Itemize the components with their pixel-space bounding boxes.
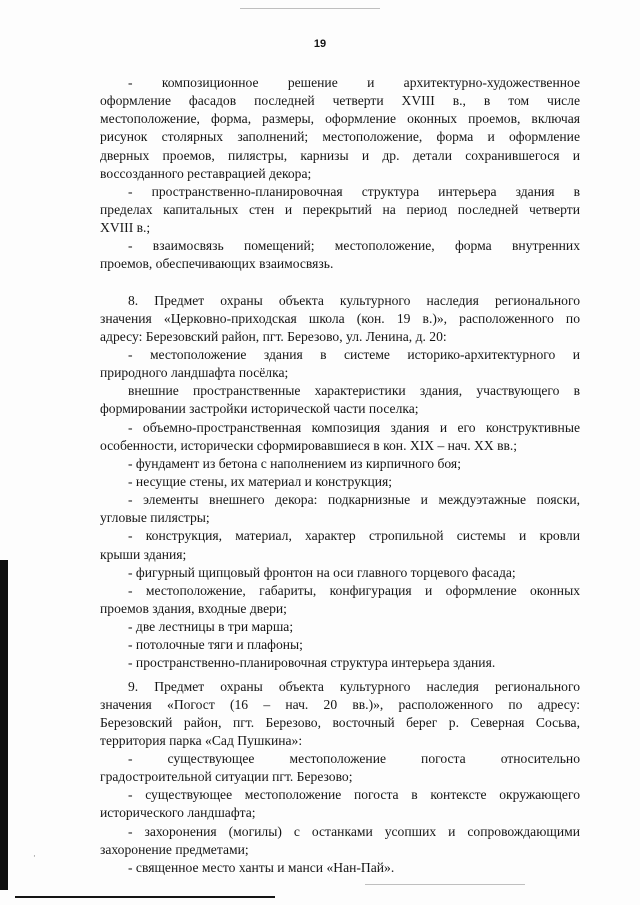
- paragraph-spacer: [100, 274, 580, 292]
- scan-noise-top: [240, 8, 380, 9]
- text-line: - две лестницы в три марша;: [128, 619, 294, 635]
- text-line: XVIII в.;: [100, 220, 151, 236]
- scan-edge-bar-left: [0, 560, 8, 890]
- text-line: 8. Предмет охраны объекта культурного наследия регионального: [128, 292, 580, 308]
- text-line: - местоположение здания в системе историко-архитектурного и: [128, 346, 580, 362]
- text-line: - композиционное решение и архитектурно-художественное: [128, 75, 580, 90]
- text-line: захоронение предметами;: [100, 841, 249, 857]
- text-line: крыши здания;: [100, 546, 187, 562]
- text-line: - потолочные тяги и плафоны;: [128, 637, 303, 653]
- text-line: - фундамент из бетона с наполнением из кирпичного боя;: [128, 455, 461, 471]
- page-number: 19: [313, 38, 327, 50]
- text-line: 9. Предмет охраны объекта культурного наследия регионального: [128, 678, 580, 694]
- text-line: оформление фасадов последней четверти XVIII в., в том числе: [100, 93, 580, 109]
- text-line: проемов здания, входные двери;: [100, 600, 287, 616]
- document-body: [100, 74, 580, 877]
- scan-noise-bottom: [365, 884, 525, 885]
- text-line: - несущие стены, их материал и конструкция;: [128, 473, 393, 489]
- text-line: - взаимосвязь помещений; местоположение, форма внутренних: [128, 238, 580, 254]
- text-line: - существующее местоположение погоста в контексте окружающего: [128, 787, 580, 803]
- text-line: - элементы внешнего декора: подкарнизные и междуэтажные пояски,: [128, 492, 580, 508]
- text-line: Березовский район, пгт. Березово, восточный берег р. Северная Сосьва,: [100, 714, 580, 730]
- text-line: - объемно-пространственная композиция здания и его конструктивные: [128, 419, 580, 435]
- text-line: адресу: Березовский район, пгт. Березово, ул. Ленина, д. 20:: [100, 328, 447, 344]
- text-line: местоположение, форма, размеры, оформление оконных проемов, включая: [100, 111, 580, 127]
- text-line: - местоположение, габариты, конфигурация и оформление оконных: [128, 582, 580, 598]
- text-line: - конструкция, материал, характер стропильной системы и кровли: [128, 528, 580, 544]
- text-line: - священное место ханты и манси «Нан-Пай».: [128, 859, 395, 875]
- text-line: - пространственно-планировочная структура интерьера здания в: [128, 183, 580, 199]
- scan-corner-mark: ·: [33, 852, 36, 862]
- text-line: исторического ландшафта;: [100, 805, 256, 821]
- text-line: внешние пространственные характеристики здания, участвующего в: [128, 383, 580, 399]
- text-line: дверных проемов, пилястры, карнизы и др. детали сохранившегося и: [100, 147, 580, 163]
- text-line: градостроительной ситуации пгт. Березово;: [100, 769, 353, 785]
- text-line: проемов, обеспечивающих взаимосвязь.: [100, 256, 334, 272]
- text-line: значения «Церковно-приходская школа (кон. 19 в.)», расположенного по: [100, 310, 580, 326]
- text-line: - фигурный щипцовый фронтон на оси главного торцевого фасада;: [128, 564, 516, 580]
- text-line: воссозданного реставрацией декора;: [100, 165, 312, 181]
- text-line: - существующее местоположение погоста относительно: [128, 751, 580, 767]
- text-line: формировании застройки исторической части поселка;: [100, 401, 419, 417]
- text-line: особенности, исторически сформировавшиеся в кон. XIX – нач. XX вв.;: [100, 437, 518, 453]
- scan-edge-bar-bottom: [15, 896, 275, 898]
- text-line: рисунок столярных заполнений; местоположение, форма и оформление: [100, 129, 580, 145]
- text-line: - захоронения (могилы) с останками усопших и сопровождающими: [128, 823, 580, 839]
- text-line: территория парка «Сад Пушкина»:: [100, 732, 303, 748]
- text-line: значения «Погост (16 – нач. 20 вв.)», расположенного по адресу:: [100, 696, 580, 712]
- text-line: пределах капитальных стен и перекрытий на период последней четверти: [100, 201, 580, 217]
- text-line: - пространственно-планировочная структура интерьера здания.: [128, 655, 496, 671]
- text-line: природного ландшафта посёлка;: [100, 365, 289, 381]
- text-line: угловые пилястры;: [100, 510, 210, 526]
